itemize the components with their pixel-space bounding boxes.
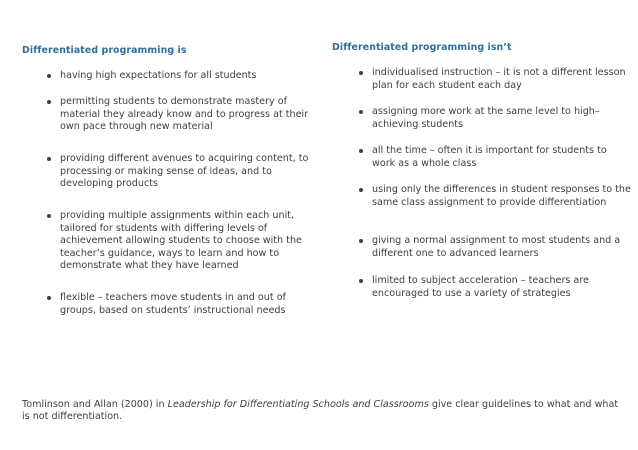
list-item-text: limited to subject acceleration – teachers are encouraged to use a variety of strategies (372, 275, 589, 299)
list-item-text: using only the differences in student responses to the same class assignment to provide differentiation (372, 184, 631, 208)
bullet-icon (359, 279, 363, 283)
footnote-prefix: Tomlinson and Allan (2000) in (22, 398, 168, 410)
list-item-text: having high expectations for all students (60, 70, 257, 81)
list-item (372, 275, 632, 300)
bullet-icon (47, 74, 51, 78)
list-item-text: individualised instruction – it is not a different lesson plan for each student each day (372, 67, 626, 91)
right-column-heading: Differentiated programming isn’t (332, 42, 512, 53)
bullet-icon (359, 188, 363, 192)
bullet-icon (359, 110, 363, 114)
list-item (372, 184, 632, 209)
list-item-text: all the time – often it is important for students to work as a whole class (372, 145, 607, 169)
list-item-text: giving a normal assignment to most students and a different one to advanced learners (372, 235, 621, 259)
bullet-icon (47, 214, 51, 218)
bullet-icon (359, 149, 363, 153)
list-item (60, 70, 322, 83)
list-item-text: providing multiple assignments within each unit, tailored for students with differing levels of achievement allowing students to choose with the teacher’s guidance, ways to learn and how to demonstrate what they have learned (60, 210, 302, 271)
list-item (60, 292, 322, 317)
footnote-book-title: Leadership for Differentiating Schools and Classrooms (167, 398, 429, 410)
list-item-text: permitting students to demonstrate mastery of material they already know and to progress at their own pace through new material (60, 96, 309, 132)
bullet-icon (47, 296, 51, 300)
footnote-suffix: give clear guidelines to what and what is not differentiation. (22, 398, 619, 423)
list-item (60, 153, 322, 191)
bullet-icon (47, 157, 51, 161)
left-column-heading: Differentiated programming is (22, 45, 187, 56)
list-item (372, 145, 632, 170)
bullet-icon (359, 71, 363, 75)
list-item (372, 235, 632, 260)
list-item-text: assigning more work at the same level to high–achieving students (372, 106, 600, 130)
list-item-text: flexible – teachers move students in and out of groups, based on students’ instructional needs (60, 292, 286, 316)
list-item (60, 210, 322, 273)
list-item (60, 96, 322, 134)
bullet-icon (359, 239, 363, 243)
list-item-text: providing different avenues to acquiring content, to processing or making sense of ideas, and to developing products (60, 153, 309, 189)
bullet-icon (47, 100, 51, 104)
footnote (22, 399, 622, 424)
list-item (372, 106, 632, 131)
list-item (372, 67, 632, 92)
